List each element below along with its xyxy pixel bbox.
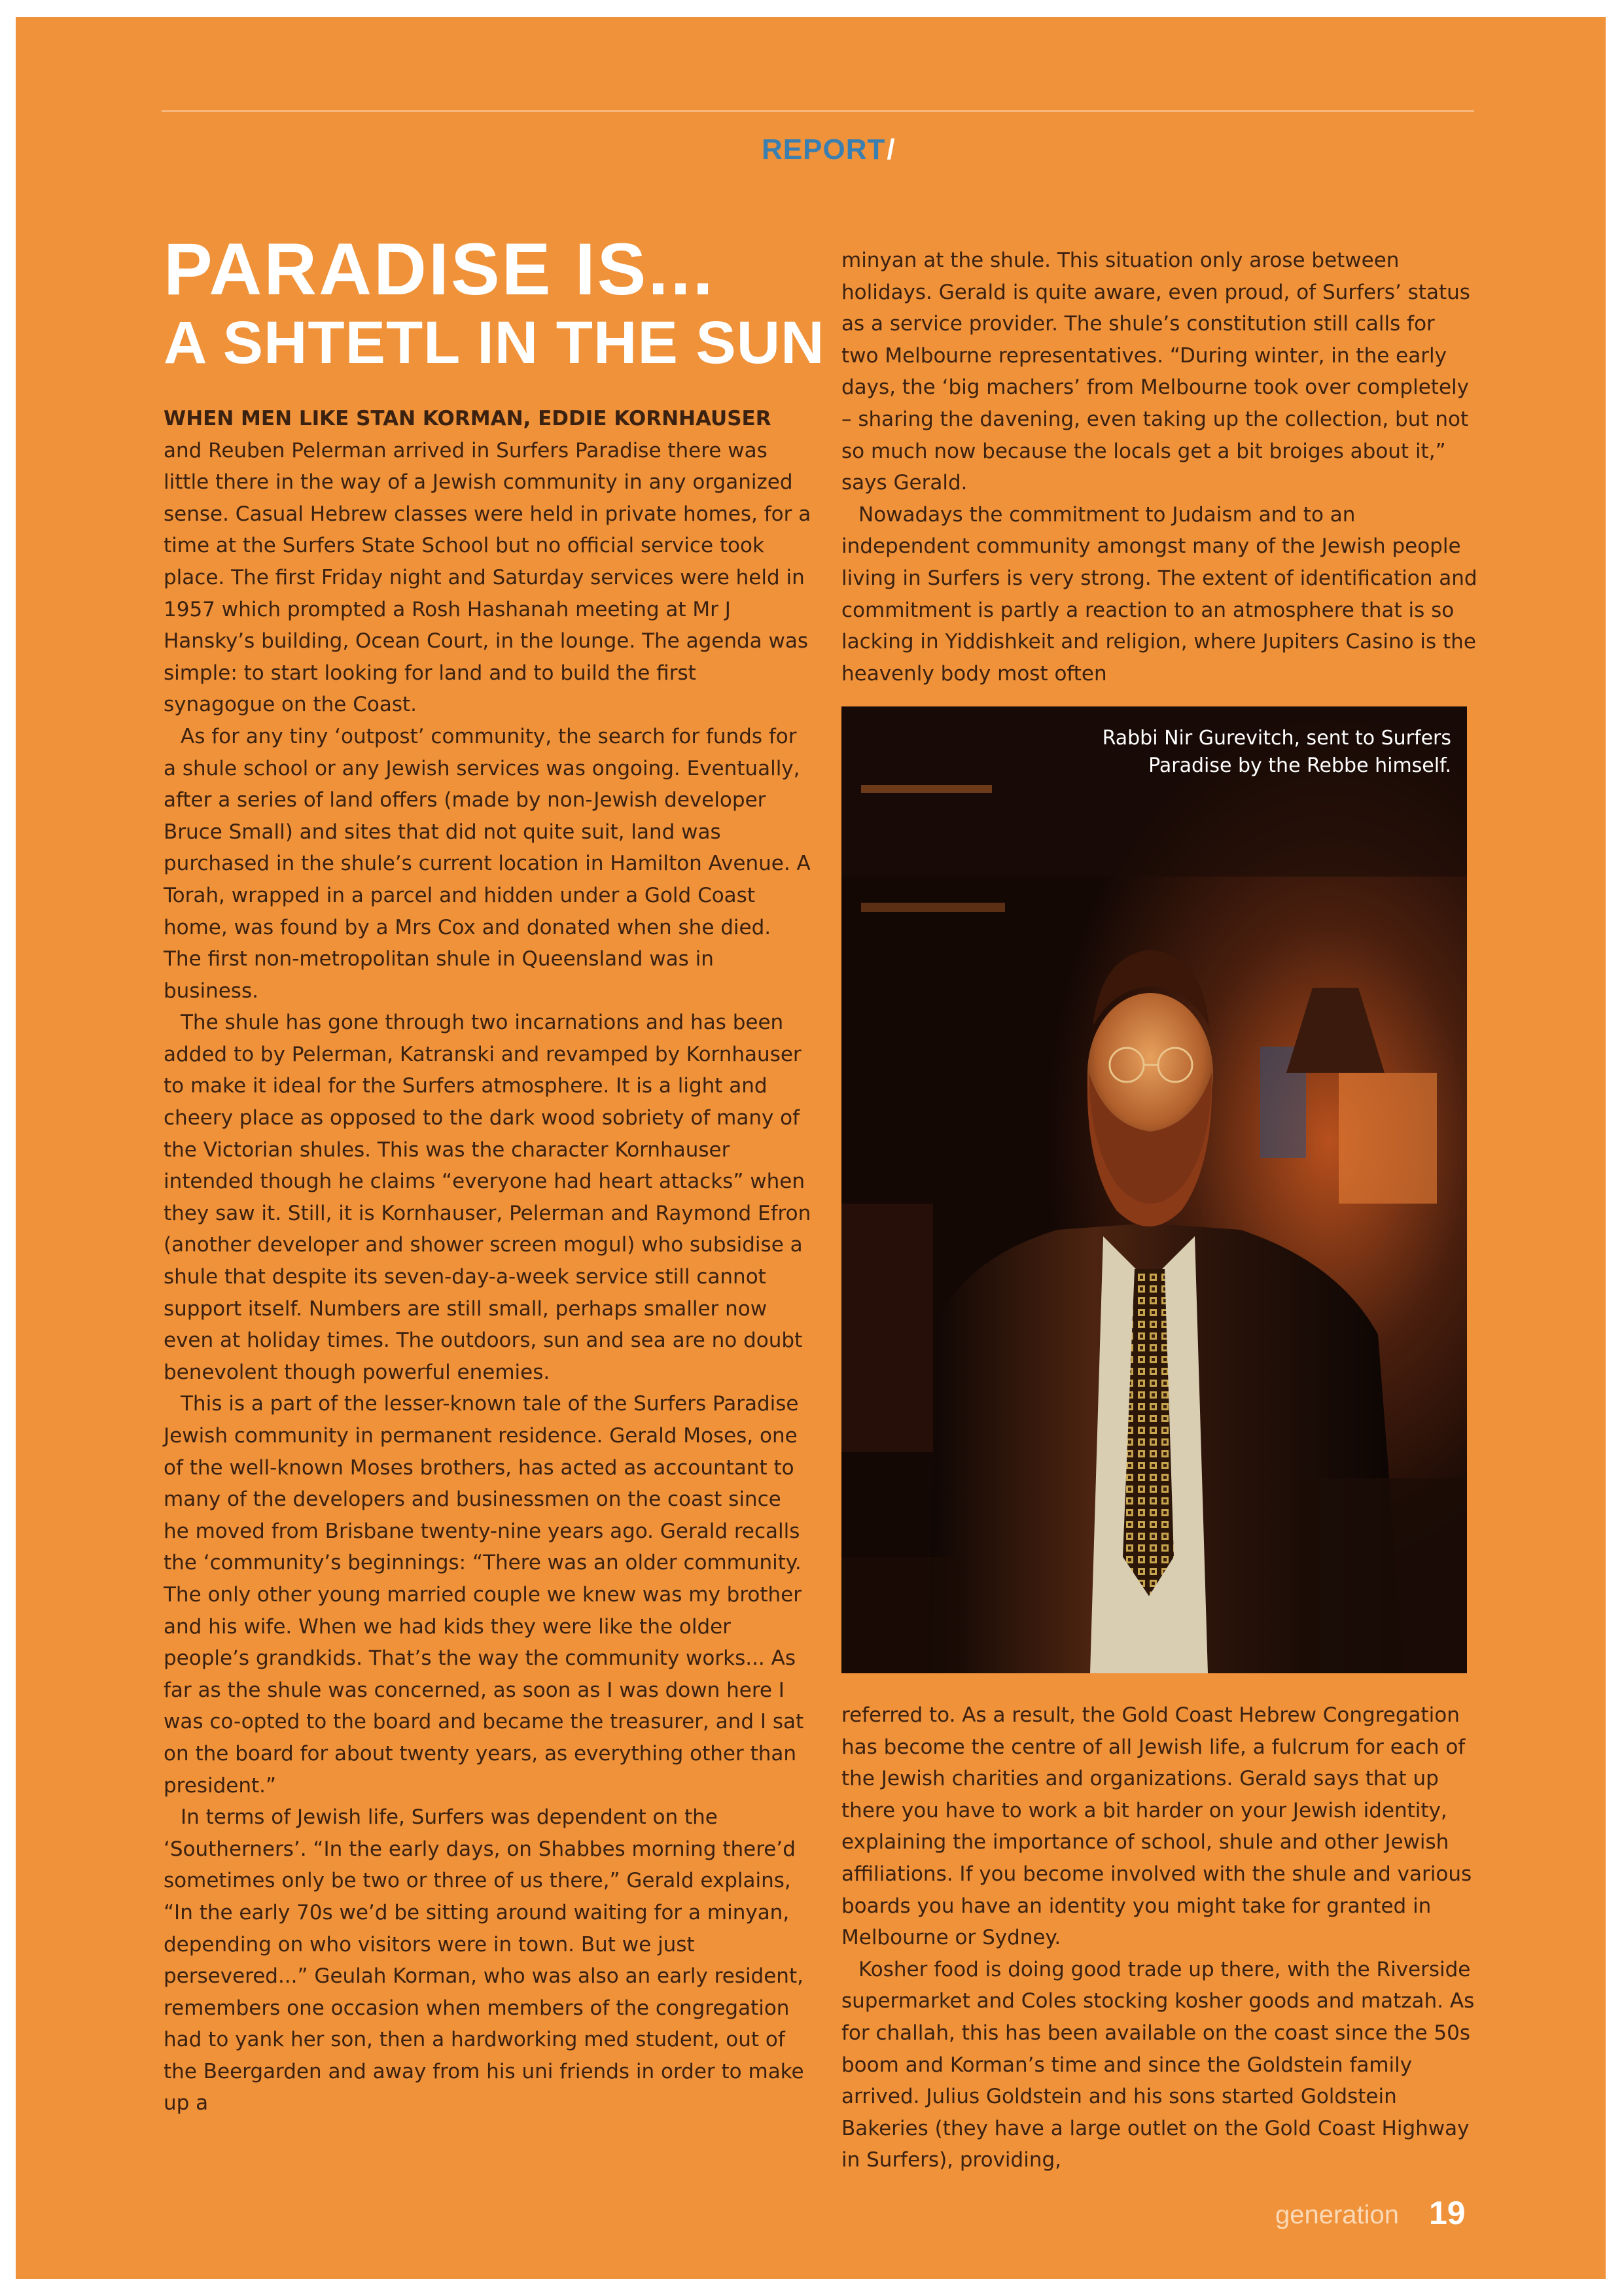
photo-caption: Rabbi Nir Gurevitch, sent to Surfers Paradise by the Rebbe himself. — [1102, 727, 1451, 777]
article-paragraph: Nowadays the commitment to Judaism and to an independent community amongst many of the Jewish people living in Surfers is very strong. The extent of identification and commitment is partly a reaction to an atmosphere that is so lacking in Yiddishkeit and religion, where Jupiters Casino is the heavenly body most often — [841, 502, 1477, 686]
section-label-slash: / — [887, 133, 896, 165]
magazine-page — [16, 17, 1606, 2279]
headline-line-1: PARADISE IS... — [164, 228, 715, 310]
article-paragraph: As for any tiny ‘outpost’ community, the search for funds for a shule school or any Jewish services was ongoing. Eventually, after a series of land offers (made by non-Jewish developer Bruce Small) and sites that did not quite suit, land was purchased in the shule’s current location in Hamilton Avenue. A Torah, wrapped in a parcel and hidden under a Gold Coast home, was found by a Mrs Cox and donated when she died. The first non-metropolitan shule in Queensland was in business. — [164, 724, 811, 1003]
article-paragraph: The shule has gone through two incarnations and has been added to by Pelerman, Katranski and revamped by Kornhauser to make it ideal for the Surfers atmosphere. It is a light and cheery place as opposed to the dark wood sobriety of many of the Victorian shules. This was the character Kornhauser intended though he claims “everyone had heart attacks” when they saw it. Still, it is Kornhauser, Pelerman and Raymond Efron (another developer and shower screen mogul) who subsidise a shule that despite its seven-day-a-week service still cannot support itself. Numbers are still small, perhaps smaller now even at holiday times. The outdoors, sun and sea are no doubt benevolent though powerful enemies. — [164, 1011, 811, 1384]
article-paragraph — [164, 403, 811, 721]
article-column-right-top — [841, 245, 1477, 689]
article-paragraph: In terms of Jewish life, Surfers was dependent on the ‘Southerners’. “In the early days, on Shabbes morning there’d sometimes only be two or three of us there,” Gerald explains, “In the early 70s we’d be sitting around waiting for a minyan, depending on who visitors were in town. But we just persevered...” Geulah Korman, who was also an early resident, remembers one occasion when members of the congregation had to yank her son, then a hardworking med student, out of the Beergarden and away from his uni friends in order to make up a — [164, 1805, 804, 2115]
article-paragraph: This is a part of the lesser-known tale of the Surfers Paradise Jewish community in permanent residence. Gerald Moses, one of the well-known Moses brothers, has acted as accountant to many of the developers and businessmen on the coast since he moved from Brisbane twenty-nine years ago. Gerald recalls the ‘community’s beginnings: “There was an older community. The only other young married couple we knew was my brother and his wife. When we had kids they were like the older people’s grandkids. That’s the way the community works... As far as the shule was concerned, as soon as I was down here I was co-opted to the board and became the treasurer, and I sat on the board for about twenty years, as everything other than president.” — [164, 1392, 804, 1798]
headline-line-2: A SHTETL IN THE SUN — [164, 309, 825, 376]
article-paragraph: minyan at the shule. This situation only arose between holidays. Gerald is quite aware, even proud, of Surfers’ status as a service provider. The shule’s constitution still calls for two Melbourne representatives. “During winter, in the early days, the ‘big machers’ from Melbourne took over completely – sharing the davening, even taking up the collection, but not so much now because the locals get a bit broiges about it,” says Gerald. — [841, 249, 1470, 495]
article-column-left — [164, 403, 811, 2119]
article-paragraph: Kosher food is doing good trade up there, with the Riverside supermarket and Coles stocking kosher goods and matzah. As for challah, this has been available on the coast since the 50s boom and Korman’s time and since the Goldstein family arrived. Julius Goldstein and his sons started Goldstein Bakeries (they have a large outlet on the Gold Coast Highway in Surfers), providing, — [841, 1957, 1475, 2172]
article-column-right-bottom — [841, 1699, 1477, 2176]
article-paragraph: referred to. As a result, the Gold Coast Hebrew Congregation has become the centre of all Jewish life, a fulcrum for each of the Jewish charities and organizations. Gerald says that up there you have to work a bit harder on your Jewish identity, explaining the importance of school, shule and other Jewish affiliations. If you become involved with the shule and various boards you have an identity you might take for granted in Melbourne or Sydney. — [841, 1703, 1472, 1950]
section-label — [762, 133, 896, 166]
rabbi-photo — [841, 706, 1467, 1673]
magazine-name: generation — [1275, 2200, 1400, 2229]
rabbi-photo-illustration — [841, 706, 1467, 1673]
article-paragraph-text: and Reuben Pelerman arrived in Surfers Paradise there was little there in the way of a Jewish community in any organized sense. Casual Hebrew classes were held in private homes, for a time at the Surfers State School but no official service took place. The first Friday night and Saturday services were held in 1957 which prompted a Rosh Hashanah meeting at Mr J Hansky’s building, Ocean Court, in the lounge. The agenda was simple: to start looking for land and to build the first synagogue on the Coast. — [164, 438, 811, 717]
section-label-text: REPORT — [762, 133, 886, 165]
header-rule — [162, 110, 1474, 112]
article-lead-in: WHEN MEN LIKE STAN KORMAN, EDDIE KORNHAUSER — [164, 407, 771, 430]
page-number: 19 — [1429, 2195, 1466, 2231]
